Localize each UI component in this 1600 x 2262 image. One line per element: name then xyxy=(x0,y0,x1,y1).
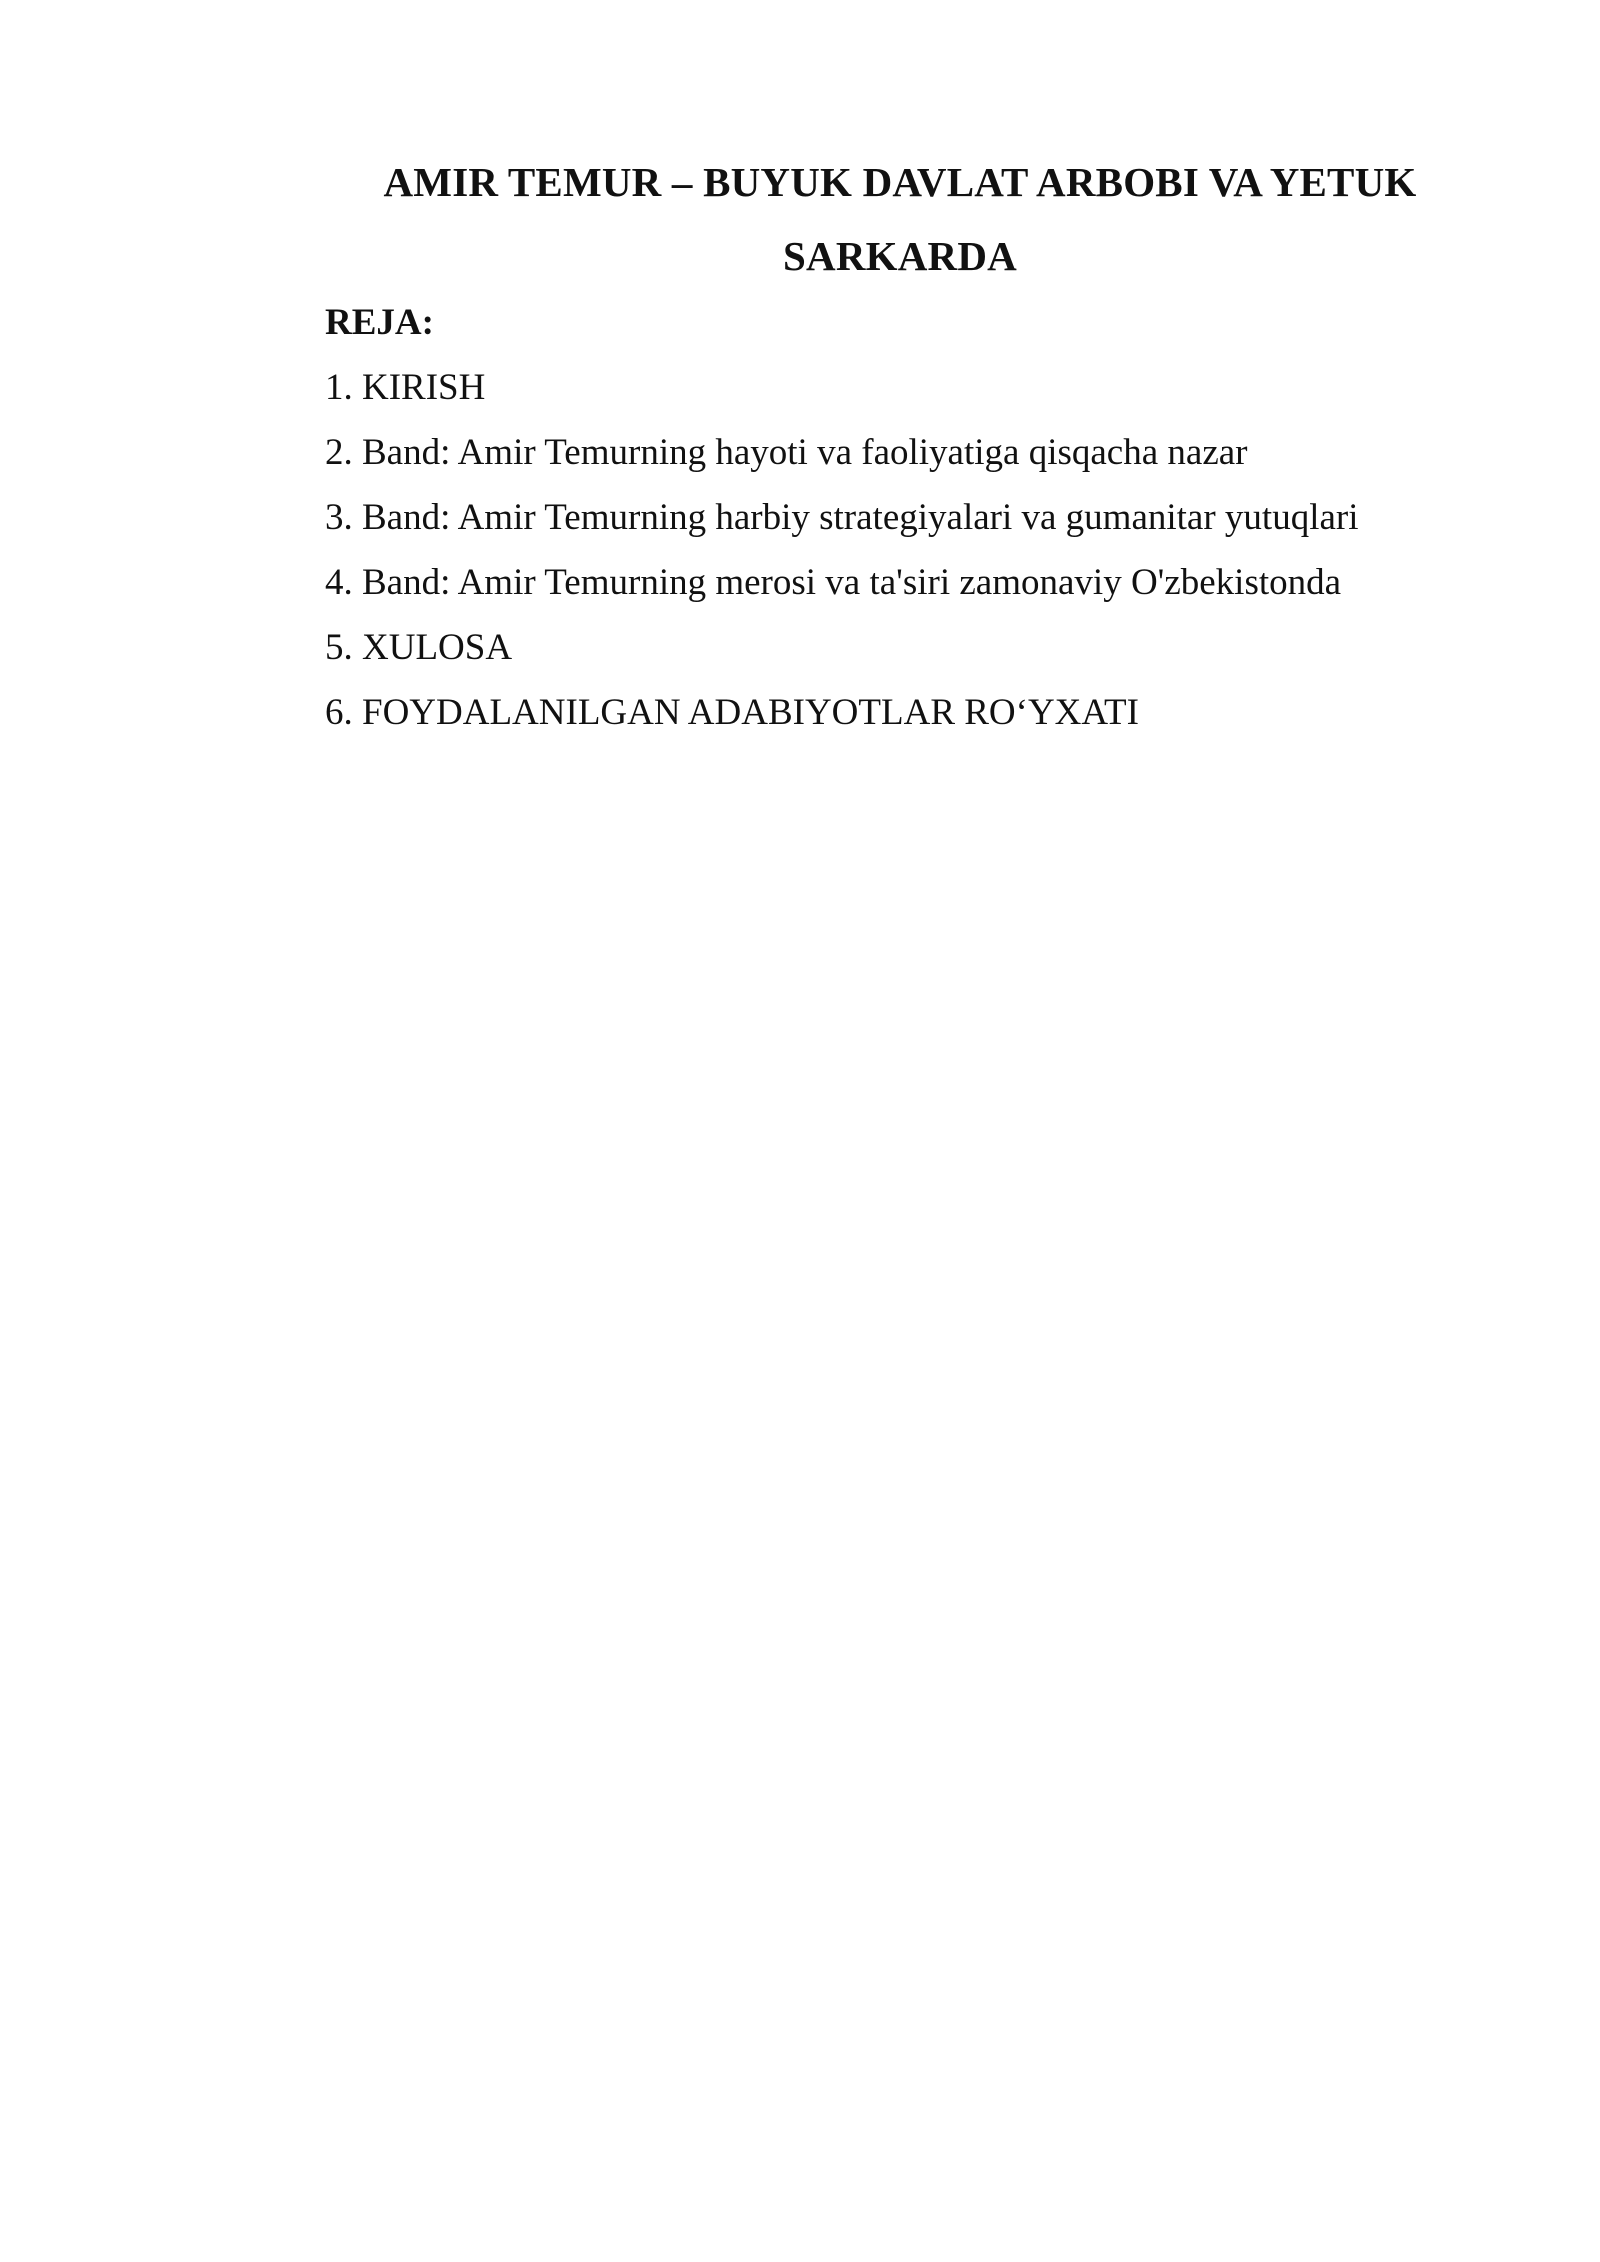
plan-item: 4. Band: Amir Temurning merosi va ta'siri zamonaviy O'zbekistonda xyxy=(325,562,1342,603)
plan-item: 3. Band: Amir Temurning harbiy strategiyalari va gumanitar yutuqlari xyxy=(325,497,1359,538)
plan-heading: REJA: xyxy=(325,302,434,343)
plan-item: 6. FOYDALANILGAN ADABIYOTLAR RO‘YXATI xyxy=(325,692,1139,733)
document-title: AMIR TEMUR – BUYUK DAVLAT ARBOBI VA YETUK SARKARDA xyxy=(383,159,1417,279)
plan-item: 2. Band: Amir Temurning hayoti va faoliyatiga qisqacha nazar xyxy=(325,432,1248,473)
plan-item: 5. XULOSA xyxy=(325,627,513,668)
plan-item: 1. KIRISH xyxy=(325,367,486,408)
plan-list xyxy=(325,362,1359,752)
